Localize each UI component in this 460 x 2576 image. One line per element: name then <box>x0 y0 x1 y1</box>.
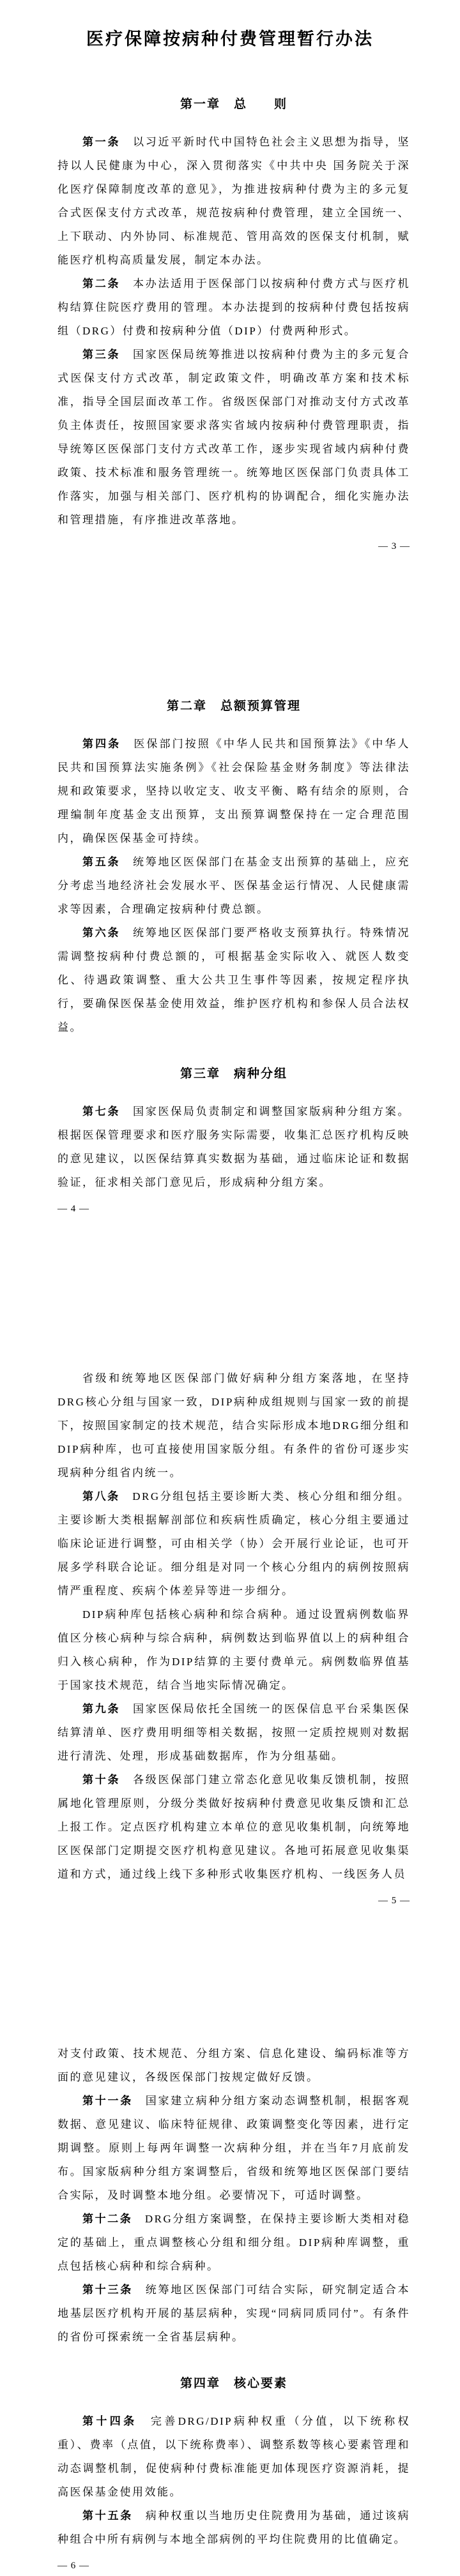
chapter-heading: 第二章 总额预算管理 <box>166 700 301 713</box>
article-number: 第六条 <box>82 927 121 939</box>
article-paragraph: 第六条 统筹地区医保部门要严格收支预算执行。特殊情况需调整按病种付费总额的，可根据基金实际收入、就医人数变化、待遇政策调整、重大公共卫生事件等因素，按规定程序执行，要确保医保基金使用效益，维护医疗机构和参保人员合法权益。 <box>57 927 411 1033</box>
document-title: 医疗保障按病种付费管理暂行办法 <box>86 29 374 49</box>
article-number: 第八条 <box>82 1490 120 1502</box>
article-paragraph: 第五条 统筹地区医保部门在基金支出预算的基础上，应充分考虑当地经济社会发展水平、医保基金运行情况、人民健康需求等因素，合理确定按病种付费总额。 <box>57 856 411 915</box>
page-number: — 4 — <box>57 1204 89 1214</box>
document-page-view <box>0 27 460 2576</box>
article-paragraph: 第十一条 国家建立病种分组方案动态调整机制，根据客观数据、意见建议、临床特征规律、政策调整变化等因素，进行定期调整。原则上每两年调整一次病种分组，并在当年7月底前发布。国家版病种分组方案调整后，省级和统筹地区医保部门要结合实际，及时调整本地分组。必要情况下，可适时调整。 <box>57 2095 411 2201</box>
article-paragraph: 第十条 各级医保部门建立常态化意见收集反馈机制，按照属地化管理原则，分级分类做好按病种付费意见收集反馈和汇总上报工作。定点医疗机构建立本单位的意见收集机制，向统筹地区医保部门定期提交医疗机构意见建议。各地可拓展意见收集渠道和方式，通过线上线下多种形式收集医疗机构、一线医务人员 <box>57 1774 411 1880</box>
paragraph: DIP病种库包括核心病种和综合病种。通过设置病例数临界值区分核心病种与综合病种，病例数达到临界值以上的病种组合归入核心病种，作为DIP结算的主要付费单元。病例数临界值基于国家技术规范，结合当地实际情况确定。 <box>57 1608 410 1691</box>
article-number: 第七条 <box>82 1105 121 1118</box>
article-number: 第十四条 <box>82 2415 137 2427</box>
article-number: 第十三条 <box>82 2284 133 2296</box>
article-number: 第九条 <box>82 1703 121 1715</box>
article-paragraph: 第九条 国家医保局依托全国统一的医保信息平台采集医保结算清单、医疗费用明细等相关数据，按照一定质控规则对数据进行清洗、处理，形成基础数据库，作为分组基础。 <box>57 1703 411 1762</box>
chapter-heading: 第一章 总 则 <box>180 98 288 111</box>
article-paragraph: 第十三条 统筹地区医保部门可结合实际，研究制定适合本地基层医疗机构开展的基层病种，实现“同病同质同付”。有条件的省份可探索统一全省基层病种。 <box>57 2284 411 2343</box>
article-number: 第一条 <box>82 136 121 148</box>
article-paragraph: 第七条 国家医保局负责制定和调整国家版病种分组方案。根据医保管理要求和医疗服务实际需要，收集汇总医疗机构反映的意见建议，以医保结算真实数据为基础，通过临床论证和数据验证，征求相关部门意见后，形成病种分组方案。 <box>57 1105 411 1188</box>
page-3 <box>0 96 460 553</box>
page-number: — 3 — <box>378 541 410 551</box>
article-number: 第二条 <box>82 278 121 290</box>
article-paragraph: 第二条 本办法适用于医保部门以按病种付费方式与医疗机构结算住院医疗费用的管理。本办法提到的按病种付费包括按病组（DRG）付费和按病种分值（DIP）付费两种形式。 <box>57 278 411 337</box>
article-paragraph: 第十二条 DRG分组方案调整，在保持主要诊断大类相对稳定的基础上，重点调整核心分组和细分组。DIP病种库调整，重点包括核心病种和综合病种。 <box>57 2213 410 2272</box>
article-paragraph: 第十五条 病种权重以当地历史住院费用为基础，通过该病种组合中所有病例与本地全部病例的平均住院费用的比值确定。 <box>57 2510 411 2545</box>
document-pages <box>0 96 460 2573</box>
paragraph: 省级和统筹地区医保部门做好病种分组方案落地，在坚持DRG核心分组与国家一致，DIP病种成组规则与国家一致的前提下，按照国家制定的技术规范，结合实际形成本地DRG细分组和DIP病种库，也可直接使用国家版分组。有条件的省份可逐步实现病种分组省内统一。 <box>57 1372 410 1479</box>
chapter-heading: 第三章 病种分组 <box>180 1067 288 1081</box>
page-4 <box>0 698 460 1216</box>
article-paragraph: 第八条 DRG分组包括主要诊断大类、核心分组和细分组。主要诊断大类根据解剖部位和疾病性质确定，核心分组主要通过临床论证进行调整，可由相关学（协）会开展行业论证，也可开展多学科联合论证。细分组是对同一个核心分组内的病例按照病情严重程度、疾病个体差异等进一步细分。 <box>57 1490 410 1597</box>
article-paragraph: 第三条 国家医保局统筹推进以按病种付费为主的多元复合式医保支付方式改革，制定政策文件，明确改革方案和技术标准，指导全国层面改革工作。省级医保部门对推动支付方式改革负主体责任，按照国家要求落实省域内按病种付费管理职责，指导统筹区医保部门支付方式改革工作，逐步实现省域内病种付费政策、技术标准和服务管理统一。统筹地区医保部门负责具体工作落实，加强与相关部门、医疗机构的协调配合，细化实施办法和管理措施，有序推进改革落地。 <box>57 348 411 526</box>
article-number: 第十五条 <box>82 2510 133 2522</box>
article-paragraph: 第一条 以习近平新时代中国特色社会主义思想为指导，坚持以人民健康为中心，深入贯彻落实《中共中央 国务院关于深化医疗保障制度改革的意见》，为推进按病种付费为主的多元复合式医保支付方式改革，规范按病种付费管理，建立全国统一、上下联动、内外协同、标准规范、管用高效的医保支付机制，赋能医疗机构高质量发展，制定本办法。 <box>57 136 411 266</box>
page-5 <box>0 1367 460 1908</box>
article-number: 第三条 <box>82 348 121 361</box>
paragraph-continuation: 对支付政策、技术规范、分组方案、信息化建设、编码标准等方面的意见建议，各级医保部门按规定做好反馈。 <box>57 2048 410 2083</box>
article-paragraph: 第十四条 完善DRG/DIP病种权重（分值，以下统称权重）、费率（点值，以下统称费率）、调整系数等核心要素管理和动态调整机制，促使病种付费标准能更加体现医疗资源消耗，提高医保基金使用效能。 <box>57 2415 410 2498</box>
article-paragraph: 第四条 医保部门按照《中华人民共和国预算法》《中华人民共和国预算法实施条例》《社会保险基金财务制度》等法律法规和政策要求，坚持以收定支、收支平衡、略有结余的原则，合理编制年度基金支出预算，支出预算调整保持在一定合理范围内，确保医保基金可持续。 <box>57 738 411 844</box>
article-number: 第四条 <box>82 738 121 750</box>
article-number: 第十二条 <box>82 2213 133 2225</box>
page-number: — 6 — <box>57 2561 89 2571</box>
article-number: 第十条 <box>82 1774 121 1786</box>
article-number: 第十一条 <box>82 2095 133 2107</box>
page-number: — 5 — <box>378 1896 410 1906</box>
chapter-heading: 第四章 核心要素 <box>180 2377 288 2390</box>
article-number: 第五条 <box>82 856 121 868</box>
page-6 <box>0 2042 460 2573</box>
